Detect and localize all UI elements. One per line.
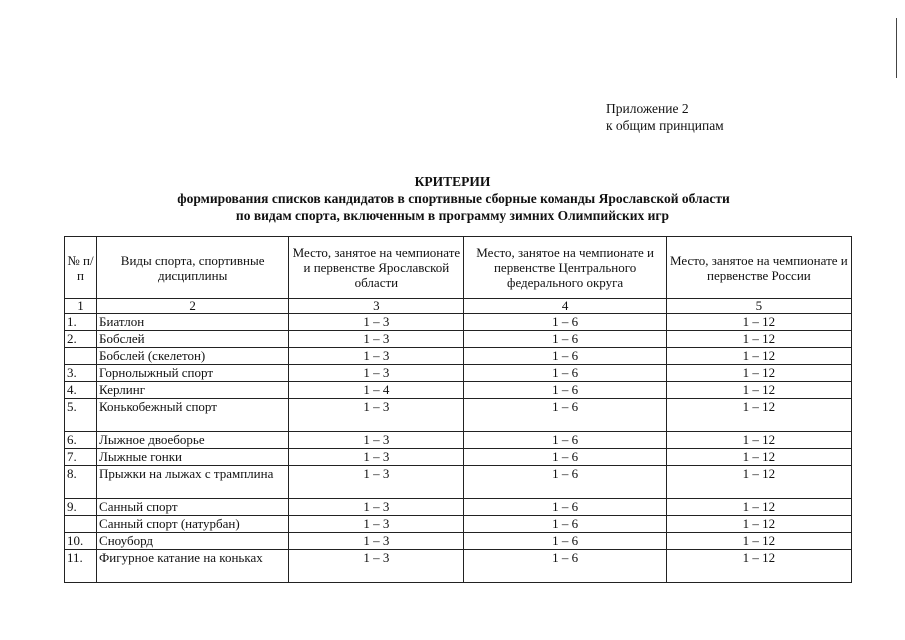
row-district-place: 1 – 6 [464, 449, 666, 466]
row-regional-place: 1 – 3 [289, 331, 464, 348]
row-national-place: 1 – 12 [666, 533, 851, 550]
page-edge-line [896, 18, 897, 78]
column-number: 5 [666, 299, 851, 314]
row-number [65, 348, 97, 365]
row-number: 7. [65, 449, 97, 466]
table-row [65, 449, 852, 466]
row-district-place: 1 – 6 [464, 466, 666, 499]
appendix-note [606, 100, 724, 134]
header-regional: Место, занятое на чемпионате и первенстве Ярославской области [289, 237, 464, 299]
row-national-place: 1 – 12 [666, 550, 851, 583]
row-number: 3. [65, 365, 97, 382]
table-row [65, 399, 852, 432]
title-line-3: по видам спорта, включенным в программу зимних Олимпийских игр [235, 208, 670, 223]
row-regional-place: 1 – 3 [289, 550, 464, 583]
document-title [0, 173, 905, 224]
row-number: 8. [65, 466, 97, 499]
row-national-place: 1 – 12 [666, 449, 851, 466]
row-district-place: 1 – 6 [464, 550, 666, 583]
title-heading: КРИТЕРИИ [414, 174, 491, 189]
row-regional-place: 1 – 3 [289, 499, 464, 516]
row-national-place: 1 – 12 [666, 331, 851, 348]
row-number: 9. [65, 499, 97, 516]
row-sport: Конькобежный спорт [97, 399, 289, 432]
column-number: 2 [97, 299, 289, 314]
row-national-place: 1 – 12 [666, 499, 851, 516]
table-body [65, 299, 852, 583]
row-national-place: 1 – 12 [666, 516, 851, 533]
row-regional-place: 1 – 3 [289, 466, 464, 499]
column-number: 4 [464, 299, 666, 314]
row-national-place: 1 – 12 [666, 365, 851, 382]
header-num: № п/п [65, 237, 97, 299]
row-district-place: 1 – 6 [464, 348, 666, 365]
row-district-place: 1 – 6 [464, 382, 666, 399]
header-district: Место, занятое на чемпионате и первенстве Центрального федерального округа [464, 237, 666, 299]
row-national-place: 1 – 12 [666, 432, 851, 449]
table-row [65, 550, 852, 583]
row-national-place: 1 – 12 [666, 348, 851, 365]
row-district-place: 1 – 6 [464, 533, 666, 550]
row-number: 11. [65, 550, 97, 583]
column-number-row [65, 299, 852, 314]
row-regional-place: 1 – 4 [289, 382, 464, 399]
row-regional-place: 1 – 3 [289, 516, 464, 533]
row-national-place: 1 – 12 [666, 314, 851, 331]
column-number: 3 [289, 299, 464, 314]
row-national-place: 1 – 12 [666, 382, 851, 399]
row-sport: Фигурное катание на коньках [97, 550, 289, 583]
row-sport: Бобслей [97, 331, 289, 348]
table-row [65, 432, 852, 449]
appendix-line-1: Приложение 2 [606, 101, 689, 116]
table-row [65, 331, 852, 348]
row-sport: Санный спорт [97, 499, 289, 516]
row-regional-place: 1 – 3 [289, 399, 464, 432]
row-sport: Лыжные гонки [97, 449, 289, 466]
row-sport: Санный спорт (натурбан) [97, 516, 289, 533]
table-row [65, 314, 852, 331]
row-number: 6. [65, 432, 97, 449]
column-number: 1 [65, 299, 97, 314]
row-regional-place: 1 – 3 [289, 432, 464, 449]
row-number: 1. [65, 314, 97, 331]
appendix-line-2: к общим принципам [606, 118, 724, 133]
row-district-place: 1 – 6 [464, 314, 666, 331]
title-line-2: формирования списков кандидатов в спортивные сборные команды Ярославской области [177, 191, 730, 206]
row-number: 10. [65, 533, 97, 550]
row-number: 5. [65, 399, 97, 432]
header-sport: Виды спорта, спортивные дисциплины [97, 237, 289, 299]
table-row [65, 348, 852, 365]
row-sport: Биатлон [97, 314, 289, 331]
row-district-place: 1 – 6 [464, 499, 666, 516]
row-district-place: 1 – 6 [464, 516, 666, 533]
row-regional-place: 1 – 3 [289, 533, 464, 550]
row-sport: Горнолыжный спорт [97, 365, 289, 382]
header-national: Место, занятое на чемпионате и первенстве России [666, 237, 851, 299]
row-sport: Сноуборд [97, 533, 289, 550]
table-row [65, 466, 852, 499]
row-sport: Лыжное двоеборье [97, 432, 289, 449]
table-row [65, 533, 852, 550]
row-number: 4. [65, 382, 97, 399]
row-district-place: 1 – 6 [464, 365, 666, 382]
row-regional-place: 1 – 3 [289, 348, 464, 365]
row-national-place: 1 – 12 [666, 466, 851, 499]
row-district-place: 1 – 6 [464, 432, 666, 449]
table-row [65, 499, 852, 516]
row-sport: Керлинг [97, 382, 289, 399]
row-regional-place: 1 – 3 [289, 449, 464, 466]
row-district-place: 1 – 6 [464, 331, 666, 348]
table-row [65, 516, 852, 533]
row-sport: Бобслей (скелетон) [97, 348, 289, 365]
table-row [65, 382, 852, 399]
row-regional-place: 1 – 3 [289, 314, 464, 331]
criteria-table [64, 236, 852, 583]
row-national-place: 1 – 12 [666, 399, 851, 432]
row-district-place: 1 – 6 [464, 399, 666, 432]
table-header-row [65, 237, 852, 299]
row-number [65, 516, 97, 533]
table-row [65, 365, 852, 382]
row-sport: Прыжки на лыжах с трамплина [97, 466, 289, 499]
row-number: 2. [65, 331, 97, 348]
row-regional-place: 1 – 3 [289, 365, 464, 382]
